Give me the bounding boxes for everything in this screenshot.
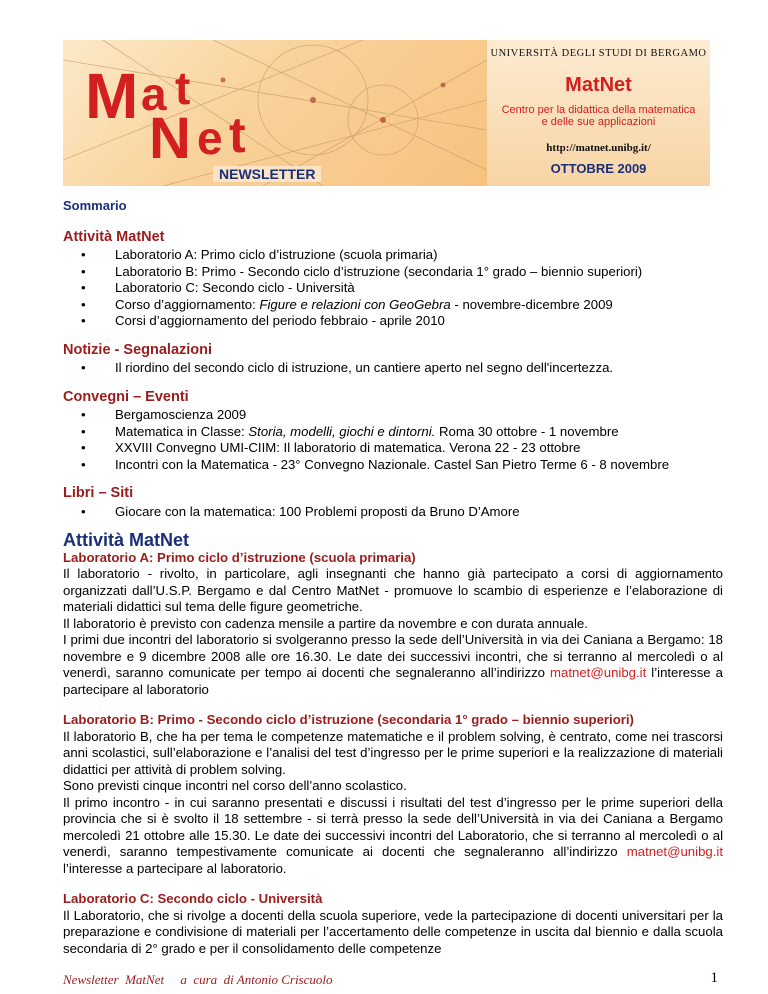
- issue-date: OTTOBRE 2009: [550, 161, 647, 176]
- toc-item[interactable]: • Incontri con la Matematica - 23° Convegno Nazionale. Castel San Pietro Terme 6 - 8 novembre: [81, 456, 670, 472]
- toc-list: [63, 504, 723, 521]
- toc-item[interactable]: • Bergamoscienza 2009: [81, 407, 247, 422]
- toc-list: [63, 407, 723, 473]
- toc-heading: Libri – Siti: [63, 485, 134, 501]
- toc-item[interactable]: • Laboratorio B: Primo - Secondo ciclo d’istruzione (secondaria 1° grado – biennio superiori): [81, 263, 643, 279]
- article-heading: Attività MatNet: [63, 530, 190, 550]
- paragraph: Il laboratorio - rivolto, in particolare, agli insegnanti che hanno già partecipato a corsi di aggiornamento organizzati dall’U.S.P. Bergamo e dal Centro MatNet - promuove lo scambio di esperienze e l’elaborazione di materiali didattici sul tema delle figure geometriche.: [63, 566, 723, 614]
- university-name: UNIVERSITÀ DEGLI STUDI DI BERGAMO: [490, 48, 707, 59]
- logo-letter-t: t: [175, 62, 191, 114]
- email-link[interactable]: matnet@unibg.it: [626, 844, 723, 859]
- footer-credit: Newsletter MatNet a cura di Antonio Criscuolo: [63, 972, 333, 987]
- lab-a-title: Laboratorio A: Primo ciclo d’istruzione (scuola primaria): [63, 549, 416, 565]
- matnet-logo: [85, 60, 246, 171]
- toc-section-libri: [63, 485, 723, 520]
- paragraph: Il laboratorio è previsto con cadenza mensile a partire da novembre e con durata annuale.: [63, 615, 588, 631]
- site-url[interactable]: http://matnet.unibg.it/: [546, 142, 651, 154]
- page-number: 1: [710, 970, 718, 986]
- summary-heading: Sommario: [63, 198, 127, 213]
- logo-letter-m: M: [85, 60, 139, 132]
- paragraph: I primi due incontri del laboratorio si svolgeranno presso la sede dell’Università in via dei Caniana a Bergamo: 18 novembre e 9 dicembre 2008 alle ore 16.30. Le date dei successivi incontri, che si terranno al mercoledì o al venerdì, saranno comunicate per tempo ai docenti che segnaleranno all’indirizzo matnet@unibg.it l’interesse a partecipare al laboratorio: [63, 632, 723, 697]
- lab-c-section: [63, 891, 723, 957]
- toc-item[interactable]: • Matematica in Classe: Storia, modelli, giochi e dintorni. Roma 30 ottobre - 1 novembre: [81, 423, 619, 439]
- center-title: MatNet: [565, 74, 632, 96]
- center-subtitle: Centro per la didattica della matematica e delle sue applicazioni: [501, 104, 696, 128]
- logo-letter-t2: t: [229, 107, 246, 163]
- newsletter-label: NEWSLETTER: [213, 166, 321, 182]
- toc-item[interactable]: • Laboratorio A: Primo ciclo d’istruzione (scuola primaria): [81, 247, 438, 262]
- toc-heading: Notizie - Segnalazioni: [63, 341, 213, 358]
- toc-item[interactable]: • Corso d’aggiornamento: Figure e relazioni con GeoGebra - novembre-dicembre 2009: [81, 296, 613, 312]
- paragraph: Il Laboratorio, che si rivolge a docenti della scuola superiore, vede la partecipazione di docenti universitari per la preparazione e condivisione di materiali per l’accertamento delle competenze in uscita dal biennio e dalla scuola secondaria di 2° grado e per il consolidamento delle competenze: [63, 907, 723, 956]
- paragraph: Il laboratorio B, che ha per tema le competenze matematiche e il problem solving, è centrato, come nei trascorsi anni scolastici, sull’elaborazione e l’analisi del test d’ingresso per le prime superiori e la realizzazione di materiali didattici per attività di problem solving.: [63, 728, 723, 777]
- logo-letter-n: N: [149, 106, 191, 171]
- toc-item[interactable]: • Giocare con la matematica: 100 Problemi proposti da Bruno D’Amore: [81, 503, 520, 519]
- header-banner: [63, 40, 710, 186]
- toc-item[interactable]: • Corsi d’aggiornamento del periodo febbraio - aprile 2010: [81, 313, 445, 328]
- toc-section-notizie: [63, 342, 723, 377]
- lab-b-section: [63, 712, 723, 877]
- toc-heading: Convegni – Eventi: [63, 388, 189, 405]
- lab-a-section: [63, 550, 723, 699]
- lab-c-title: Laboratorio C: Secondo ciclo - Università: [63, 891, 323, 906]
- lab-b-title: Laboratorio B: Primo - Secondo ciclo d’istruzione (secondaria 1° grado – biennio superiori): [63, 712, 634, 727]
- toc-item[interactable]: • Laboratorio C: Secondo ciclo - Università: [81, 280, 355, 295]
- toc-list: [63, 247, 723, 330]
- logo-letter-e: e: [197, 112, 223, 164]
- logo-letter-a: a: [141, 68, 167, 120]
- newsletter-body: [63, 198, 723, 957]
- toc-item[interactable]: • XXVIII Convegno UMI-CIIM: Il laboratorio di matematica. Verona 22 - 23 ottobre: [81, 440, 581, 455]
- page-footer: [63, 972, 718, 988]
- banner-info: [487, 40, 710, 186]
- toc-section-attivita: [63, 229, 723, 330]
- toc-section-convegni: [63, 389, 723, 474]
- banner-artwork: [63, 40, 487, 186]
- email-link[interactable]: matnet@unibg.it: [550, 665, 647, 680]
- toc-list: [63, 360, 723, 377]
- toc-item[interactable]: • Il riordino del secondo ciclo di istruzione, un cantiere aperto nel segno dell'incertezza.: [81, 360, 614, 375]
- toc-heading: Attività MatNet: [63, 228, 165, 245]
- paragraph: Il primo incontro - in cui saranno presentati e discussi i risultati del test d’ingresso per le prime superiori della provincia che si è svolto il 18 settembre - si terrà presso la sede dell’Università in via dei Caniana a Bergamo mercoledì 21 ottobre alle 15.30. Le date dei successivi incontri del Laboratorio, che si terranno al mercoledì o al venerdì, saranno tempestivamente comunicate ai docenti che segnaleranno all’indirizzo matnet@unibg.it l’interesse a partecipare al laboratorio.: [63, 794, 723, 876]
- paragraph: Sono previsti cinque incontri nel corso dell’anno scolastico.: [63, 778, 407, 793]
